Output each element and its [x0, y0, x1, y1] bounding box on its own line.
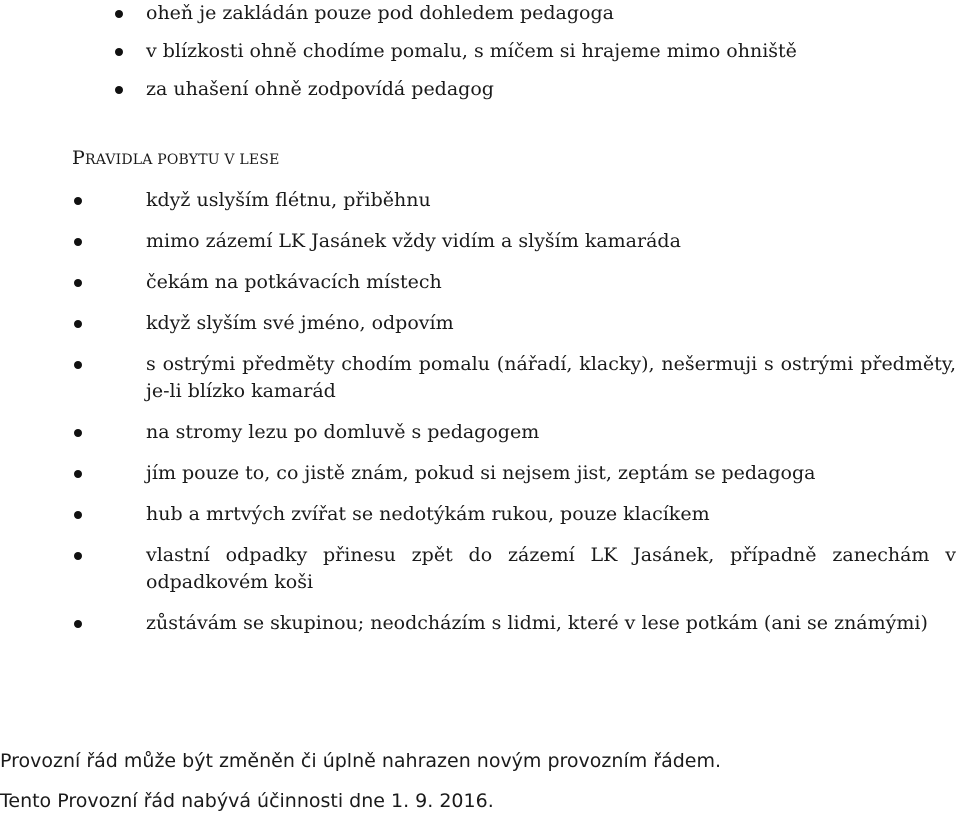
bullet-icon [115, 10, 123, 18]
list-item [0, 351, 960, 405]
forest-rules-list [0, 187, 960, 651]
list-item [0, 0, 960, 27]
list-item-text: čekám na potkávacích místech [146, 271, 442, 293]
list-item-text: s ostrými předměty chodím pomalu (nářadí, klacky), nešermuji s ostrými předměty, je-li blízko kamarád [146, 353, 956, 402]
list-item-text: na stromy lezu po domluvě s pedagogem [146, 421, 540, 443]
list-item-text: jím pouze to, co jistě znám, pokud si nejsem jist, zeptám se pedagoga [146, 462, 816, 484]
list-item-text: v blízkosti ohně chodíme pomalu, s míčem si hrajeme mimo ohniště [146, 40, 797, 62]
fire-rules-list [0, 0, 960, 114]
list-item [0, 419, 960, 446]
footer-note-change: Provozní řád může být změněn či úplně nahrazen novým provozním řádem. [0, 750, 722, 772]
list-item-text: za uhašení ohně zodpovídá pedagog [146, 78, 494, 100]
bullet-icon [115, 86, 123, 94]
list-item [0, 542, 960, 596]
footer-note-effective-date: Tento Provozní řád nabývá účinnosti dne 1. 9. 2016. [0, 790, 494, 812]
bullet-icon [115, 48, 123, 56]
bullet-icon [74, 429, 82, 437]
list-item [0, 610, 960, 637]
bullet-icon [74, 197, 82, 205]
list-item [0, 460, 960, 487]
list-item-text: když uslyším flétnu, přiběhnu [146, 189, 431, 211]
bullet-icon [74, 361, 82, 369]
list-item [0, 310, 960, 337]
bullet-icon [74, 470, 82, 478]
list-item [0, 501, 960, 528]
list-item-text: hub a mrtvých zvířat se nedotýkám rukou, pouze klacíkem [146, 503, 710, 525]
section-heading-rest: RAVIDLA POBYTU V LESE [84, 152, 280, 168]
bullet-icon [74, 238, 82, 246]
list-item [0, 269, 960, 296]
list-item [0, 187, 960, 214]
bullet-icon [74, 552, 82, 560]
section-heading-initial: P [72, 147, 85, 169]
bullet-icon [74, 320, 82, 328]
list-item-text: mimo zázemí LK Jasánek vždy vidím a slyším kamaráda [146, 230, 681, 252]
list-item-text: oheň je zakládán pouze pod dohledem pedagoga [146, 2, 614, 24]
list-item [0, 228, 960, 255]
list-item-text: zůstávám se skupinou; neodcházím s lidmi, které v lese potkám (ani se známými) [146, 612, 928, 634]
bullet-icon [74, 620, 82, 628]
section-heading [72, 147, 280, 171]
list-item [0, 76, 960, 103]
list-item [0, 38, 960, 65]
bullet-icon [74, 511, 82, 519]
bullet-icon [74, 279, 82, 287]
list-item-text: když slyším své jméno, odpovím [146, 312, 454, 334]
list-item-text: vlastní odpadky přinesu zpět do zázemí LK Jasánek, případně zanechám v odpadkovém koši [146, 544, 956, 593]
